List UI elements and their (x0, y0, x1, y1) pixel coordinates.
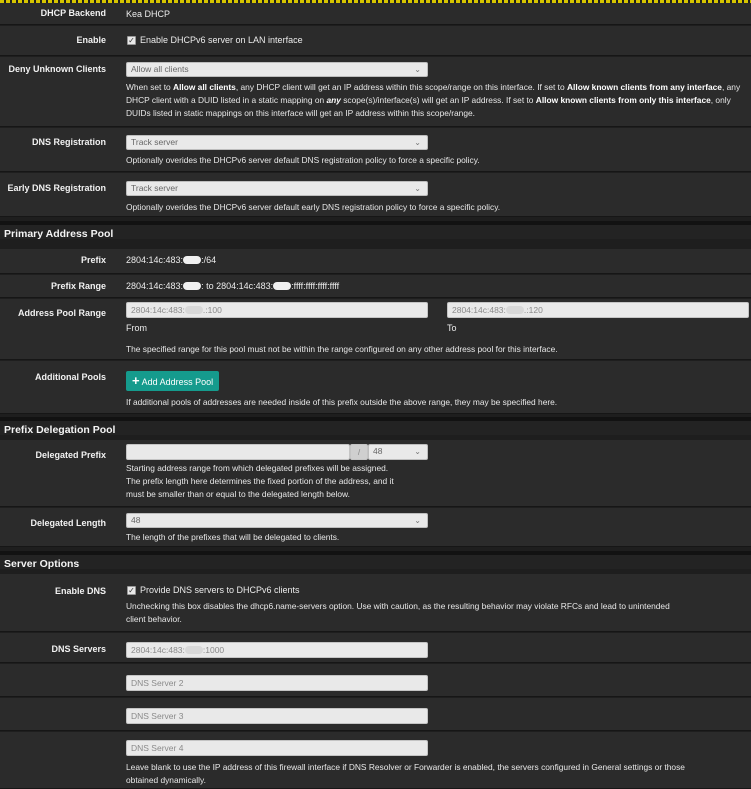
row-dns-server-2 (0, 664, 751, 697)
dns-server-4-input[interactable] (126, 740, 428, 756)
enable-dns-checkbox-label: Provide DNS servers to DHCPv6 clients (140, 585, 300, 595)
add-address-pool-label: Add Address Pool (141, 377, 214, 387)
pool-range-help: The specified range for this pool must not be within the range configured on any other address pool for this interface. (126, 344, 558, 354)
pool-to-label: To (447, 323, 457, 333)
row-prefix (0, 249, 751, 274)
deny-unknown-clients-label: Deny Unknown Clients (8, 64, 106, 74)
enable-dns-label: Enable DNS (54, 586, 106, 596)
enable-checkbox[interactable]: ✓ (128, 36, 135, 45)
row-delegated-length (0, 508, 751, 547)
dns-server-3-input[interactable] (126, 708, 428, 724)
enable-dns-checkbox[interactable]: ✓ (128, 586, 135, 595)
address-pool-range-label: Address Pool Range (17, 308, 106, 318)
delegated-prefix-slash: / (350, 444, 368, 460)
prefix-range-label: Prefix Range (50, 281, 106, 291)
delegated-length-help: The length of the prefixes that will be delegated to clients. (126, 532, 340, 542)
delegated-length-value: 48 (131, 515, 141, 525)
prefix-value: 2804:14c:483: :/64 (126, 255, 217, 265)
row-delegated-prefix (0, 440, 751, 507)
early-dns-registration-label: Early DNS Registration (7, 183, 106, 193)
prefix-range-value: 2804:14c:483: : to 2804:14c:483: :ffff:ffff:ffff:ffff (126, 281, 340, 291)
dhcp-backend-label: DHCP Backend (40, 8, 106, 18)
delegated-prefix-help-1: Starting address range from which delegated prefixes will be assigned. (126, 463, 389, 473)
row-address-pool-range (0, 299, 751, 360)
deny-unknown-clients-select[interactable] (126, 62, 428, 77)
enable-dns-help-1: Unchecking this box disables the dhcp6.name-servers option. Use with caution, as the resulting behavior may violate RFCs and lead to unintended (126, 601, 670, 611)
row-prefix-range (0, 275, 751, 298)
row-deny-unknown-clients (0, 57, 751, 127)
row-dns-server-4 (0, 732, 751, 789)
dns-server-4-placeholder: DNS Server 4 (131, 743, 184, 753)
early-dns-registration-value: Track server (131, 183, 178, 193)
delegated-length-label: Delegated Length (30, 518, 106, 528)
enable-checkbox-label: Enable DHCPv6 server on LAN interface (140, 35, 303, 45)
delegated-prefix-length-select[interactable] (368, 444, 428, 460)
row-enable (0, 26, 751, 56)
dns-registration-label: DNS Registration (31, 137, 106, 147)
dns-servers-help-1: Leave blank to use the IP address of this firewall interface if DNS Resolver or Forwarder is enabled, the servers configured in General settings or those (126, 762, 685, 772)
additional-pools-label: Additional Pools (35, 372, 106, 382)
dns-server-2-input[interactable] (126, 675, 428, 691)
dns-server-3-placeholder: DNS Server 3 (131, 711, 184, 721)
additional-pools-help: If additional pools of addresses are needed inside of this prefix outside the above range, they may be specified here. (126, 397, 558, 407)
row-dhcp-backend (0, 3, 751, 25)
chevron-down-icon: ⌄ (414, 516, 421, 525)
pool-to-input[interactable]: 2804:14c:483: .:120 (447, 302, 749, 318)
row-enable-dns (0, 574, 751, 632)
primary-pool-section-title: Primary Address Pool (0, 221, 751, 239)
dns-servers-label: DNS Servers (51, 644, 106, 654)
plus-icon: + (132, 373, 140, 388)
row-dns-registration (0, 128, 751, 172)
dns-servers-help-2: obtained dynamically. (126, 775, 206, 785)
row-dns-server-1 (0, 633, 751, 663)
dns-server-2-placeholder: DNS Server 2 (131, 678, 184, 688)
delegated-prefix-label: Delegated Prefix (35, 450, 106, 460)
chevron-down-icon: ⌄ (414, 447, 421, 456)
dhcp-backend-value: Kea DHCP (126, 9, 171, 19)
delegated-prefix-length-value: 48 (373, 446, 383, 456)
delegated-prefix-help-2: The prefix length here determines the fixed portion of the address, and it (126, 476, 394, 486)
chevron-down-icon: ⌄ (414, 184, 421, 193)
prefix-label: Prefix (80, 255, 106, 265)
dns-registration-value: Track server (131, 137, 178, 147)
add-address-pool-button[interactable] (126, 371, 219, 391)
pool-from-label: From (126, 323, 147, 333)
pool-from-input[interactable]: 2804:14c:483: .:100 (126, 302, 428, 318)
deny-unknown-clients-value: Allow all clients (131, 64, 189, 74)
delegated-prefix-help-3: must be smaller than or equal to the delegated length below. (126, 489, 350, 499)
chevron-down-icon: ⌄ (414, 65, 421, 74)
row-additional-pools (0, 361, 751, 414)
row-dns-server-3 (0, 698, 751, 731)
delegated-length-select[interactable] (126, 513, 428, 528)
early-dns-registration-select[interactable] (126, 181, 428, 196)
deny-unknown-clients-help: When set to Allow all clients, any DHCP client will get an IP address within this scope/range on this interface. If set to Allow known clients from any interface, any DHCP client with a DUID listed in a static mapping on any scope(s)/interface(s) will get an IP address. If set to Allow known clients from only this interface, only DUIDs listed in static mappings on this interface will get an IP address within this scope/range. (126, 82, 741, 118)
dns-registration-select[interactable] (126, 135, 428, 150)
delegated-prefix-input[interactable] (126, 444, 350, 460)
enable-dns-help-2: client behavior. (126, 614, 182, 624)
early-dns-registration-help: Optionally overides the DHCPv6 server default early DNS registration policy to force a specific policy. (126, 202, 501, 212)
dns-server-1-input[interactable]: 2804:14c:483: :1000 (126, 642, 428, 658)
dns-registration-help: Optionally overides the DHCPv6 server default DNS registration policy to force a specific policy. (126, 155, 480, 165)
chevron-down-icon: ⌄ (414, 138, 421, 147)
prefix-delegation-section-title: Prefix Delegation Pool (0, 417, 751, 435)
row-early-dns-registration (0, 173, 751, 217)
server-options-section-title: Server Options (0, 551, 751, 569)
enable-label: Enable (76, 35, 106, 45)
